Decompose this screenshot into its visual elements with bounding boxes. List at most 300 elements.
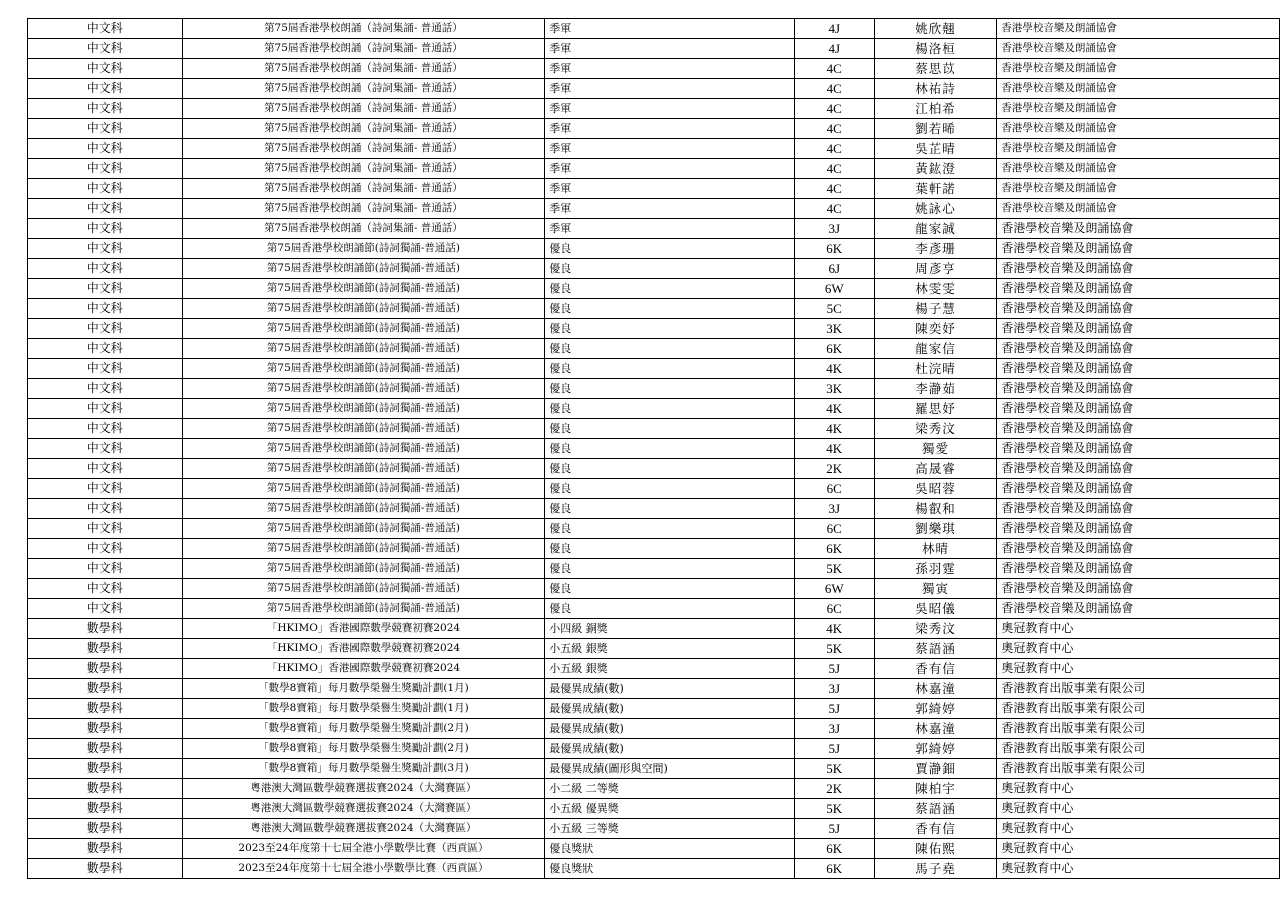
award-cell: 小二級 二等獎 xyxy=(545,779,795,799)
table-row xyxy=(28,299,1280,319)
organizer-cell: 香港教育出版事業有限公司 xyxy=(997,759,1280,779)
subject-cell: 中文科 xyxy=(28,399,183,419)
student-name-cell: 吳昭儀 xyxy=(874,599,997,619)
student-name-cell: 黃鈜澄 xyxy=(874,159,997,179)
event-cell: 粵港澳大灣區數學競賽選拔賽2024（大灣賽區） xyxy=(182,819,545,839)
student-name-cell: 蔡語涵 xyxy=(874,639,997,659)
student-name-cell: 林嘉潼 xyxy=(874,679,997,699)
organizer-cell: 香港學校音樂及朗誦協會 xyxy=(997,139,1280,159)
class-cell: 2K xyxy=(794,459,874,479)
table-row xyxy=(28,779,1280,799)
award-cell: 優良 xyxy=(545,539,795,559)
subject-cell: 中文科 xyxy=(28,299,183,319)
award-cell: 優良 xyxy=(545,379,795,399)
organizer-cell: 奧冠教育中心 xyxy=(997,819,1280,839)
event-cell: 「HKIMO」香港國際數學競賽初賽2024 xyxy=(182,619,545,639)
student-name-cell: 劉若晞 xyxy=(874,119,997,139)
organizer-cell: 奧冠教育中心 xyxy=(997,639,1280,659)
class-cell: 3K xyxy=(794,379,874,399)
award-cell: 季軍 xyxy=(545,199,795,219)
award-cell: 優良獎狀 xyxy=(545,859,795,879)
organizer-cell: 香港學校音樂及朗誦協會 xyxy=(997,559,1280,579)
event-cell: 第75屆香港學校朗誦節(詩詞獨誦-普通話) xyxy=(182,539,545,559)
event-cell: 第75屆香港學校朗誦節(詩詞獨誦-普通話) xyxy=(182,259,545,279)
table-row xyxy=(28,859,1280,879)
event-cell: 第75屆香港學校朗誦節(詩詞獨誦-普通話) xyxy=(182,599,545,619)
organizer-cell: 香港學校音樂及朗誦協會 xyxy=(997,339,1280,359)
organizer-cell: 香港學校音樂及朗誦協會 xyxy=(997,59,1280,79)
student-name-cell: 周彥亨 xyxy=(874,259,997,279)
event-cell: 第75屆香港學校朗誦（詩詞集誦- 普通話） xyxy=(182,59,545,79)
event-cell: 第75屆香港學校朗誦（詩詞集誦- 普通話） xyxy=(182,39,545,59)
event-cell: 第75屆香港學校朗誦（詩詞集誦- 普通話） xyxy=(182,19,545,39)
organizer-cell: 香港學校音樂及朗誦協會 xyxy=(997,19,1280,39)
award-cell: 優良 xyxy=(545,279,795,299)
student-name-cell: 江柏希 xyxy=(874,99,997,119)
organizer-cell: 奧冠教育中心 xyxy=(997,859,1280,879)
table-row xyxy=(28,19,1280,39)
student-name-cell: 蔡思苡 xyxy=(874,59,997,79)
organizer-cell: 香港學校音樂及朗誦協會 xyxy=(997,519,1280,539)
event-cell: 第75屆香港學校朗誦節(詩詞獨誦-普通話) xyxy=(182,239,545,259)
table-row xyxy=(28,499,1280,519)
award-cell: 季軍 xyxy=(545,179,795,199)
award-cell: 季軍 xyxy=(545,159,795,179)
subject-cell: 中文科 xyxy=(28,39,183,59)
table-row xyxy=(28,179,1280,199)
student-name-cell: 吳芷晴 xyxy=(874,139,997,159)
organizer-cell: 香港學校音樂及朗誦協會 xyxy=(997,199,1280,219)
subject-cell: 中文科 xyxy=(28,499,183,519)
event-cell: 第75屆香港學校朗誦節(詩詞獨誦-普通話) xyxy=(182,339,545,359)
award-cell: 最優異成績(數) xyxy=(545,699,795,719)
award-cell: 小四級 銅獎 xyxy=(545,619,795,639)
class-cell: 4C xyxy=(794,79,874,99)
subject-cell: 數學科 xyxy=(28,759,183,779)
award-cell: 優良 xyxy=(545,419,795,439)
student-name-cell: 梁秀汶 xyxy=(874,619,997,639)
organizer-cell: 香港學校音樂及朗誦協會 xyxy=(997,279,1280,299)
class-cell: 3J xyxy=(794,499,874,519)
class-cell: 6K xyxy=(794,339,874,359)
class-cell: 5C xyxy=(794,299,874,319)
table-row xyxy=(28,739,1280,759)
subject-cell: 數學科 xyxy=(28,699,183,719)
class-cell: 6K xyxy=(794,859,874,879)
event-cell: 第75屆香港學校朗誦（詩詞集誦- 普通話） xyxy=(182,99,545,119)
subject-cell: 數學科 xyxy=(28,799,183,819)
class-cell: 4K xyxy=(794,439,874,459)
student-name-cell: 獨愛 xyxy=(874,439,997,459)
subject-cell: 中文科 xyxy=(28,319,183,339)
award-cell: 優良 xyxy=(545,339,795,359)
award-cell: 優良 xyxy=(545,399,795,419)
organizer-cell: 香港學校音樂及朗誦協會 xyxy=(997,219,1280,239)
table-row xyxy=(28,599,1280,619)
award-cell: 優良 xyxy=(545,579,795,599)
event-cell: 2023至24年度第十七屆全港小學數學比賽（西貢區） xyxy=(182,839,545,859)
class-cell: 5J xyxy=(794,659,874,679)
event-cell: 第75屆香港學校朗誦（詩詞集誦- 普通話） xyxy=(182,179,545,199)
class-cell: 6J xyxy=(794,259,874,279)
award-cell: 優良 xyxy=(545,239,795,259)
event-cell: 第75屆香港學校朗誦（詩詞集誦- 普通話） xyxy=(182,119,545,139)
student-name-cell: 龍家信 xyxy=(874,339,997,359)
event-cell: 第75屆香港學校朗誦節(詩詞獨誦-普通話) xyxy=(182,579,545,599)
table-row xyxy=(28,159,1280,179)
subject-cell: 中文科 xyxy=(28,99,183,119)
class-cell: 4C xyxy=(794,99,874,119)
table-row xyxy=(28,279,1280,299)
subject-cell: 中文科 xyxy=(28,79,183,99)
award-cell: 季軍 xyxy=(545,79,795,99)
class-cell: 5K xyxy=(794,799,874,819)
event-cell: 第75屆香港學校朗誦節(詩詞獨誦-普通話) xyxy=(182,479,545,499)
class-cell: 5K xyxy=(794,559,874,579)
award-cell: 小五級 銀獎 xyxy=(545,659,795,679)
award-cell: 優良 xyxy=(545,259,795,279)
subject-cell: 中文科 xyxy=(28,59,183,79)
class-cell: 6K xyxy=(794,839,874,859)
organizer-cell: 奧冠教育中心 xyxy=(997,779,1280,799)
class-cell: 4C xyxy=(794,179,874,199)
event-cell: 「HKIMO」香港國際數學競賽初賽2024 xyxy=(182,659,545,679)
organizer-cell: 香港教育出版事業有限公司 xyxy=(997,719,1280,739)
student-name-cell: 吳昭蓉 xyxy=(874,479,997,499)
student-name-cell: 葉軒諾 xyxy=(874,179,997,199)
class-cell: 6W xyxy=(794,579,874,599)
table-row xyxy=(28,459,1280,479)
table-row xyxy=(28,79,1280,99)
student-name-cell: 孫羽霆 xyxy=(874,559,997,579)
class-cell: 4K xyxy=(794,619,874,639)
subject-cell: 數學科 xyxy=(28,619,183,639)
event-cell: 第75屆香港學校朗誦節(詩詞獨誦-普通話) xyxy=(182,499,545,519)
student-name-cell: 獨寅 xyxy=(874,579,997,599)
award-cell: 優良 xyxy=(545,439,795,459)
table-row xyxy=(28,679,1280,699)
organizer-cell: 奧冠教育中心 xyxy=(997,619,1280,639)
award-cell: 季軍 xyxy=(545,219,795,239)
table-row xyxy=(28,359,1280,379)
event-cell: 第75屆香港學校朗誦（詩詞集誦- 普通話） xyxy=(182,159,545,179)
class-cell: 6C xyxy=(794,599,874,619)
award-cell: 優良 xyxy=(545,559,795,579)
subject-cell: 中文科 xyxy=(28,339,183,359)
organizer-cell: 香港學校音樂及朗誦協會 xyxy=(997,99,1280,119)
event-cell: 第75屆香港學校朗誦節(詩詞獨誦-普通話) xyxy=(182,419,545,439)
subject-cell: 數學科 xyxy=(28,719,183,739)
organizer-cell: 香港學校音樂及朗誦協會 xyxy=(997,319,1280,339)
awards-table-body xyxy=(28,19,1280,879)
subject-cell: 中文科 xyxy=(28,179,183,199)
organizer-cell: 香港學校音樂及朗誦協會 xyxy=(997,579,1280,599)
class-cell: 2K xyxy=(794,779,874,799)
organizer-cell: 香港學校音樂及朗誦協會 xyxy=(997,459,1280,479)
subject-cell: 中文科 xyxy=(28,439,183,459)
table-row xyxy=(28,839,1280,859)
subject-cell: 中文科 xyxy=(28,159,183,179)
organizer-cell: 香港學校音樂及朗誦協會 xyxy=(997,499,1280,519)
subject-cell: 中文科 xyxy=(28,139,183,159)
student-name-cell: 李瀞茹 xyxy=(874,379,997,399)
student-name-cell: 楊子慧 xyxy=(874,299,997,319)
student-name-cell: 姚詠心 xyxy=(874,199,997,219)
organizer-cell: 奧冠教育中心 xyxy=(997,839,1280,859)
event-cell: 第75屆香港學校朗誦節(詩詞獨誦-普通話) xyxy=(182,279,545,299)
subject-cell: 中文科 xyxy=(28,579,183,599)
award-cell: 小五級 優異獎 xyxy=(545,799,795,819)
award-cell: 小五級 銀獎 xyxy=(545,639,795,659)
class-cell: 4K xyxy=(794,419,874,439)
subject-cell: 中文科 xyxy=(28,419,183,439)
class-cell: 4C xyxy=(794,139,874,159)
student-name-cell: 香有信 xyxy=(874,819,997,839)
event-cell: 「數學8寶箱」每月數學榮譽生獎勵計劃(2月) xyxy=(182,739,545,759)
student-name-cell: 高晟睿 xyxy=(874,459,997,479)
award-cell: 優良 xyxy=(545,519,795,539)
award-cell: 優良 xyxy=(545,479,795,499)
student-name-cell: 杜浣晴 xyxy=(874,359,997,379)
table-row xyxy=(28,539,1280,559)
table-row xyxy=(28,619,1280,639)
subject-cell: 中文科 xyxy=(28,19,183,39)
event-cell: 粵港澳大灣區數學競賽選拔賽2024（大灣賽區） xyxy=(182,799,545,819)
student-name-cell: 蔡語涵 xyxy=(874,799,997,819)
table-row xyxy=(28,799,1280,819)
class-cell: 6W xyxy=(794,279,874,299)
subject-cell: 數學科 xyxy=(28,639,183,659)
student-name-cell: 楊叡和 xyxy=(874,499,997,519)
organizer-cell: 香港學校音樂及朗誦協會 xyxy=(997,179,1280,199)
organizer-cell: 香港學校音樂及朗誦協會 xyxy=(997,439,1280,459)
organizer-cell: 香港學校音樂及朗誦協會 xyxy=(997,479,1280,499)
table-row xyxy=(28,559,1280,579)
subject-cell: 數學科 xyxy=(28,839,183,859)
table-row xyxy=(28,639,1280,659)
event-cell: 第75屆香港學校朗誦節(詩詞獨誦-普通話) xyxy=(182,459,545,479)
event-cell: 2023至24年度第十七屆全港小學數學比賽（西貢區） xyxy=(182,859,545,879)
student-name-cell: 林祐詩 xyxy=(874,79,997,99)
class-cell: 3K xyxy=(794,319,874,339)
subject-cell: 數學科 xyxy=(28,679,183,699)
table-row xyxy=(28,659,1280,679)
award-cell: 季軍 xyxy=(545,119,795,139)
table-row xyxy=(28,339,1280,359)
table-row xyxy=(28,219,1280,239)
event-cell: 第75屆香港學校朗誦（詩詞集誦- 普通話） xyxy=(182,219,545,239)
award-cell: 最優異成績(圖形與空間) xyxy=(545,759,795,779)
event-cell: 第75屆香港學校朗誦節(詩詞獨誦-普通話) xyxy=(182,379,545,399)
student-name-cell: 郭綺婷 xyxy=(874,699,997,719)
student-name-cell: 姚欣翹 xyxy=(874,19,997,39)
student-name-cell: 馬子堯 xyxy=(874,859,997,879)
subject-cell: 中文科 xyxy=(28,239,183,259)
award-cell: 優良 xyxy=(545,459,795,479)
organizer-cell: 香港學校音樂及朗誦協會 xyxy=(997,379,1280,399)
award-cell: 季軍 xyxy=(545,59,795,79)
class-cell: 5J xyxy=(794,739,874,759)
class-cell: 4K xyxy=(794,399,874,419)
table-row xyxy=(28,199,1280,219)
subject-cell: 中文科 xyxy=(28,199,183,219)
subject-cell: 數學科 xyxy=(28,739,183,759)
student-name-cell: 楊洛桓 xyxy=(874,39,997,59)
class-cell: 5J xyxy=(794,819,874,839)
event-cell: 「數學8寶箱」每月數學榮譽生獎勵計劃(1月) xyxy=(182,679,545,699)
table-row xyxy=(28,479,1280,499)
table-row xyxy=(28,399,1280,419)
subject-cell: 中文科 xyxy=(28,279,183,299)
class-cell: 3J xyxy=(794,219,874,239)
class-cell: 4C xyxy=(794,199,874,219)
awards-table xyxy=(27,18,1280,879)
organizer-cell: 香港教育出版事業有限公司 xyxy=(997,699,1280,719)
award-cell: 優良 xyxy=(545,499,795,519)
class-cell: 3J xyxy=(794,679,874,699)
event-cell: 第75屆香港學校朗誦（詩詞集誦- 普通話） xyxy=(182,139,545,159)
award-cell: 最優異成績(數) xyxy=(545,739,795,759)
class-cell: 4K xyxy=(794,359,874,379)
class-cell: 3J xyxy=(794,719,874,739)
table-row xyxy=(28,439,1280,459)
student-name-cell: 林雯雯 xyxy=(874,279,997,299)
subject-cell: 數學科 xyxy=(28,819,183,839)
table-row xyxy=(28,259,1280,279)
student-name-cell: 郭綺婷 xyxy=(874,739,997,759)
student-name-cell: 李彥珊 xyxy=(874,239,997,259)
class-cell: 4C xyxy=(794,119,874,139)
event-cell: 「數學8寶箱」每月數學榮譽生獎勵計劃(1月) xyxy=(182,699,545,719)
organizer-cell: 香港學校音樂及朗誦協會 xyxy=(997,599,1280,619)
table-row xyxy=(28,39,1280,59)
subject-cell: 中文科 xyxy=(28,259,183,279)
class-cell: 4J xyxy=(794,19,874,39)
table-row xyxy=(28,419,1280,439)
subject-cell: 中文科 xyxy=(28,599,183,619)
award-cell: 優良 xyxy=(545,319,795,339)
table-row xyxy=(28,819,1280,839)
award-cell: 季軍 xyxy=(545,19,795,39)
organizer-cell: 香港學校音樂及朗誦協會 xyxy=(997,39,1280,59)
table-row xyxy=(28,239,1280,259)
subject-cell: 中文科 xyxy=(28,559,183,579)
organizer-cell: 香港教育出版事業有限公司 xyxy=(997,679,1280,699)
event-cell: 第75屆香港學校朗誦節(詩詞獨誦-普通話) xyxy=(182,559,545,579)
class-cell: 4C xyxy=(794,59,874,79)
subject-cell: 中文科 xyxy=(28,519,183,539)
event-cell: 「數學8寶箱」每月數學榮譽生獎勵計劃(2月) xyxy=(182,719,545,739)
award-cell: 小五級 三等獎 xyxy=(545,819,795,839)
organizer-cell: 奧冠教育中心 xyxy=(997,799,1280,819)
table-row xyxy=(28,759,1280,779)
subject-cell: 數學科 xyxy=(28,859,183,879)
award-cell: 優良獎狀 xyxy=(545,839,795,859)
table-row xyxy=(28,699,1280,719)
award-cell: 優良 xyxy=(545,599,795,619)
event-cell: 第75屆香港學校朗誦（詩詞集誦- 普通話） xyxy=(182,199,545,219)
event-cell: 第75屆香港學校朗誦（詩詞集誦- 普通話） xyxy=(182,79,545,99)
organizer-cell: 香港學校音樂及朗誦協會 xyxy=(997,299,1280,319)
subject-cell: 中文科 xyxy=(28,479,183,499)
table-row xyxy=(28,519,1280,539)
table-row xyxy=(28,99,1280,119)
subject-cell: 中文科 xyxy=(28,359,183,379)
organizer-cell: 香港教育出版事業有限公司 xyxy=(997,739,1280,759)
award-cell: 季軍 xyxy=(545,139,795,159)
student-name-cell: 香有信 xyxy=(874,659,997,679)
subject-cell: 中文科 xyxy=(28,379,183,399)
table-row xyxy=(28,379,1280,399)
organizer-cell: 香港學校音樂及朗誦協會 xyxy=(997,359,1280,379)
organizer-cell: 香港學校音樂及朗誦協會 xyxy=(997,159,1280,179)
student-name-cell: 羅思妤 xyxy=(874,399,997,419)
subject-cell: 中文科 xyxy=(28,539,183,559)
student-name-cell: 陳柏宇 xyxy=(874,779,997,799)
award-cell: 優良 xyxy=(545,359,795,379)
class-cell: 4J xyxy=(794,39,874,59)
event-cell: 第75屆香港學校朗誦節(詩詞獨誦-普通話) xyxy=(182,299,545,319)
student-name-cell: 陳奕妤 xyxy=(874,319,997,339)
table-row xyxy=(28,579,1280,599)
table-row xyxy=(28,59,1280,79)
subject-cell: 數學科 xyxy=(28,659,183,679)
student-name-cell: 陳佑熙 xyxy=(874,839,997,859)
event-cell: 「HKIMO」香港國際數學競賽初賽2024 xyxy=(182,639,545,659)
student-name-cell: 梁秀汶 xyxy=(874,419,997,439)
organizer-cell: 奧冠教育中心 xyxy=(997,659,1280,679)
subject-cell: 中文科 xyxy=(28,119,183,139)
event-cell: 粵港澳大灣區數學競賽選拔賽2024（大灣賽區） xyxy=(182,779,545,799)
organizer-cell: 香港學校音樂及朗誦協會 xyxy=(997,79,1280,99)
event-cell: 第75屆香港學校朗誦節(詩詞獨誦-普通話) xyxy=(182,439,545,459)
award-cell: 最優異成績(數) xyxy=(545,719,795,739)
class-cell: 6K xyxy=(794,239,874,259)
award-cell: 季軍 xyxy=(545,99,795,119)
organizer-cell: 香港學校音樂及朗誦協會 xyxy=(997,259,1280,279)
class-cell: 5J xyxy=(794,699,874,719)
subject-cell: 數學科 xyxy=(28,779,183,799)
class-cell: 4C xyxy=(794,159,874,179)
table-row xyxy=(28,119,1280,139)
event-cell: 第75屆香港學校朗誦節(詩詞獨誦-普通話) xyxy=(182,399,545,419)
organizer-cell: 香港學校音樂及朗誦協會 xyxy=(997,239,1280,259)
class-cell: 5K xyxy=(794,639,874,659)
class-cell: 6C xyxy=(794,519,874,539)
organizer-cell: 香港學校音樂及朗誦協會 xyxy=(997,539,1280,559)
organizer-cell: 香港學校音樂及朗誦協會 xyxy=(997,419,1280,439)
event-cell: 第75屆香港學校朗誦節(詩詞獨誦-普通話) xyxy=(182,319,545,339)
student-name-cell: 劉樂琪 xyxy=(874,519,997,539)
event-cell: 第75屆香港學校朗誦節(詩詞獨誦-普通話) xyxy=(182,519,545,539)
award-cell: 優良 xyxy=(545,299,795,319)
class-cell: 6K xyxy=(794,539,874,559)
event-cell: 「數學8寶箱」每月數學榮譽生獎勵計劃(3月) xyxy=(182,759,545,779)
organizer-cell: 香港學校音樂及朗誦協會 xyxy=(997,399,1280,419)
student-name-cell: 賈瀞鈿 xyxy=(874,759,997,779)
award-cell: 季軍 xyxy=(545,39,795,59)
table-row xyxy=(28,719,1280,739)
student-name-cell: 林晴 xyxy=(874,539,997,559)
table-row xyxy=(28,139,1280,159)
award-cell: 最優異成績(數) xyxy=(545,679,795,699)
event-cell: 第75屆香港學校朗誦節(詩詞獨誦-普通話) xyxy=(182,359,545,379)
organizer-cell: 香港學校音樂及朗誦協會 xyxy=(997,119,1280,139)
table-row xyxy=(28,319,1280,339)
student-name-cell: 龍家誠 xyxy=(874,219,997,239)
student-name-cell: 林嘉潼 xyxy=(874,719,997,739)
class-cell: 6C xyxy=(794,479,874,499)
